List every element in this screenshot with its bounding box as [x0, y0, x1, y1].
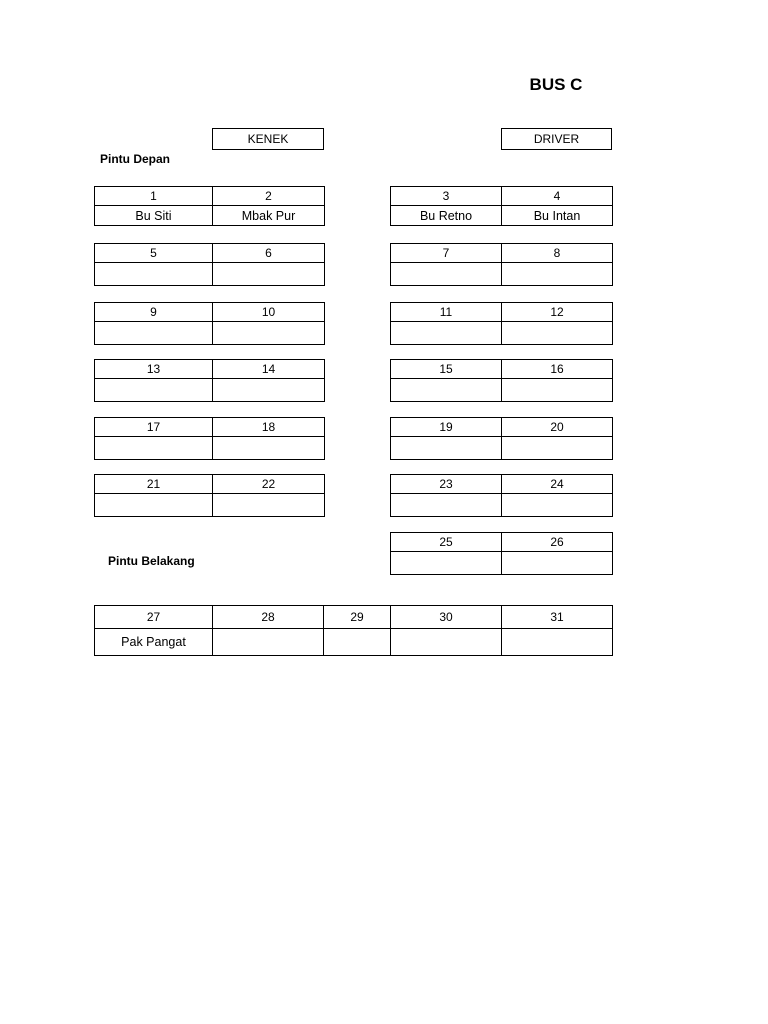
seat-occupant: [502, 437, 613, 460]
seat-occupant: [213, 629, 324, 656]
seat-block-back-row: [94, 605, 613, 656]
seat-occupant: [95, 322, 213, 345]
seat-occupant: [391, 322, 502, 345]
seat-number: 1: [95, 187, 213, 206]
seat-number: 4: [502, 187, 613, 206]
seat-occupant: [502, 379, 613, 402]
seat-block-3-4: [390, 186, 613, 226]
seat-occupant: Bu Siti: [95, 206, 213, 226]
seat-number: 18: [213, 418, 325, 437]
seat-number: 3: [391, 187, 502, 206]
seat-block-21-22: [94, 474, 325, 517]
seat-occupant: [95, 379, 213, 402]
seat-occupant: [391, 629, 502, 656]
seat-occupant: Pak Pangat: [95, 629, 213, 656]
seat-number: 21: [95, 475, 213, 494]
seat-number: 10: [213, 303, 325, 322]
seat-number: 8: [502, 244, 613, 263]
seat-occupant: [391, 437, 502, 460]
seat-occupant: [95, 437, 213, 460]
seat-number: 16: [502, 360, 613, 379]
seat-number: 14: [213, 360, 325, 379]
seat-number: 7: [391, 244, 502, 263]
seat-block-25-26: [390, 532, 613, 575]
seat-occupant: [213, 379, 325, 402]
seat-number: 20: [502, 418, 613, 437]
seat-number: 15: [391, 360, 502, 379]
seat-occupant: [391, 379, 502, 402]
seat-occupant: [502, 629, 613, 656]
seat-occupant: [502, 494, 613, 517]
seat-occupant: [213, 437, 325, 460]
seat-number: 23: [391, 475, 502, 494]
seat-occupant: [391, 552, 502, 575]
seat-number: 25: [391, 533, 502, 552]
bus-title: BUS C: [529, 75, 583, 94]
seat-number: 6: [213, 244, 325, 263]
seat-occupant: Bu Retno: [391, 206, 502, 226]
seat-block-13-14: [94, 359, 325, 402]
seat-occupant: [213, 322, 325, 345]
seat-occupant: [502, 552, 613, 575]
seat-block-1-2: [94, 186, 325, 226]
seat-block-9-10: [94, 302, 325, 345]
seat-occupant: Bu Intan: [502, 206, 613, 226]
kenek-box: KENEK: [212, 128, 324, 150]
seat-block-7-8: [390, 243, 613, 286]
seat-occupant: [502, 322, 613, 345]
seat-block-15-16: [390, 359, 613, 402]
seat-number: 13: [95, 360, 213, 379]
seat-number: 22: [213, 475, 325, 494]
seat-number: 29: [324, 606, 391, 629]
front-door-label: Pintu Depan: [100, 152, 171, 166]
seat-number: 17: [95, 418, 213, 437]
back-door-label: Pintu Belakang: [108, 554, 195, 568]
seat-number: 12: [502, 303, 613, 322]
seat-number: 9: [95, 303, 213, 322]
seat-occupant: [324, 629, 391, 656]
seat-occupant: [95, 263, 213, 286]
seat-number: 5: [95, 244, 213, 263]
seat-number: 30: [391, 606, 502, 629]
seat-occupant: [391, 263, 502, 286]
seat-block-11-12: [390, 302, 613, 345]
seat-occupant: [213, 494, 325, 517]
seat-number: 2: [213, 187, 325, 206]
seat-number: 11: [391, 303, 502, 322]
seat-occupant: [502, 263, 613, 286]
seat-number: 31: [502, 606, 613, 629]
seat-block-23-24: [390, 474, 613, 517]
seat-occupant: [95, 494, 213, 517]
seat-occupant: [391, 494, 502, 517]
seat-block-5-6: [94, 243, 325, 286]
seat-number: 26: [502, 533, 613, 552]
seat-block-17-18: [94, 417, 325, 460]
seat-number: 19: [391, 418, 502, 437]
seat-number: 28: [213, 606, 324, 629]
seat-block-19-20: [390, 417, 613, 460]
seat-number: 24: [502, 475, 613, 494]
seat-occupant: Mbak Pur: [213, 206, 325, 226]
seat-occupant: [213, 263, 325, 286]
driver-box: DRIVER: [501, 128, 612, 150]
seat-number: 27: [95, 606, 213, 629]
